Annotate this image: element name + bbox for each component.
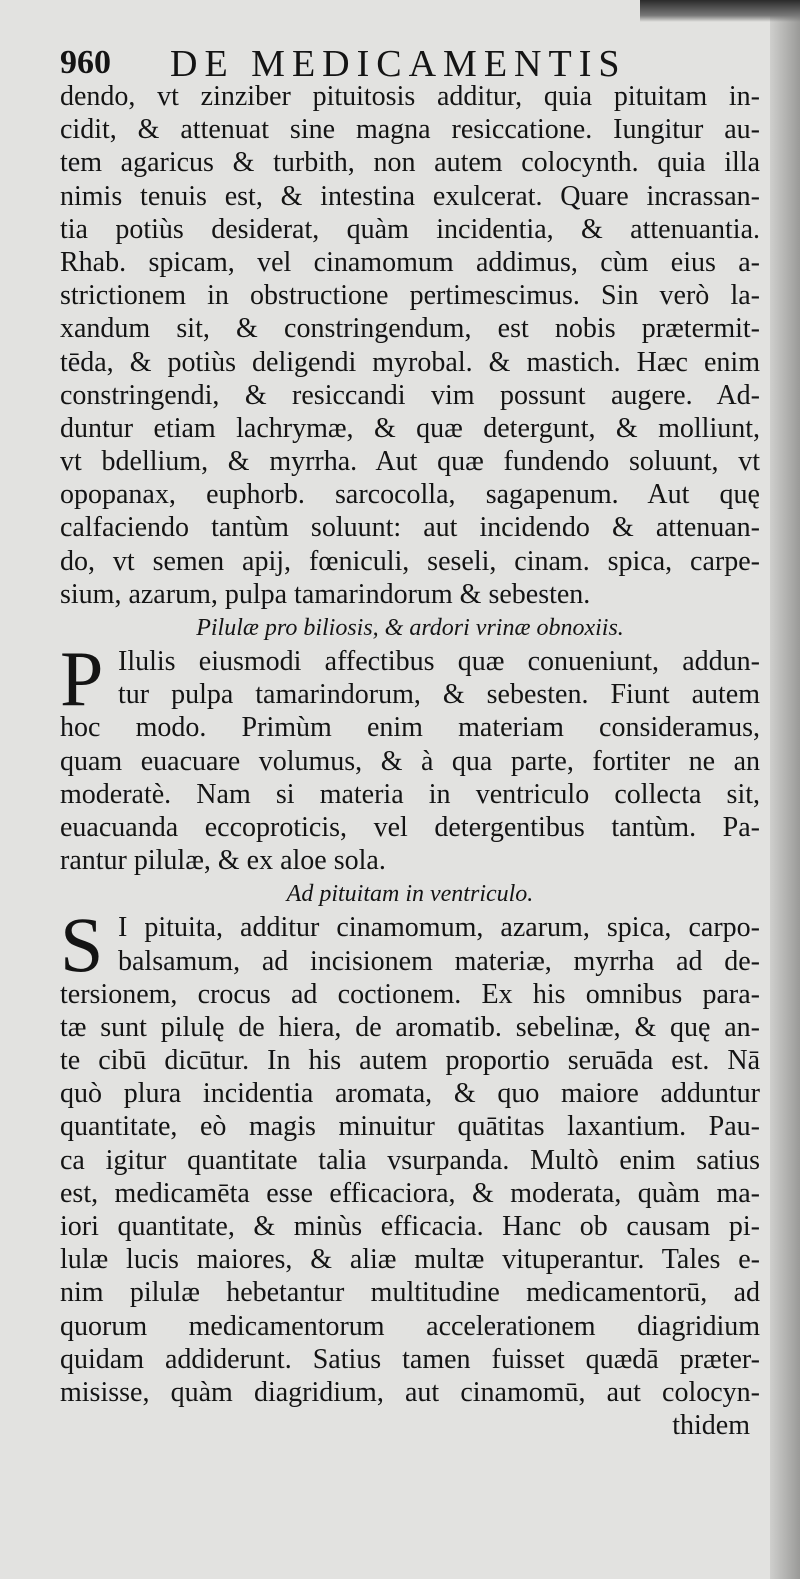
text-block — [60, 80, 760, 1442]
text-line: Rhab. spicam, vel cinamomum addimus, cùm eius a- — [60, 246, 760, 278]
text-line: balsamum, ad incisionem materiæ, myrrha ad de- — [118, 945, 760, 977]
running-head: DE MEDICAMENTIS — [170, 43, 627, 85]
page-gutter-shadow — [770, 0, 800, 1579]
drop-cap: S — [60, 901, 104, 989]
page-number: 960 — [60, 44, 111, 81]
text-line: quam euacuare volumus, & à qua parte, fortiter ne an — [60, 745, 760, 777]
text-line: rantur pilulæ, & ex aloe sola. — [60, 845, 386, 877]
text-line: euacuanda eccoproticis, vel detergentibus tantùm. Pa- — [60, 811, 760, 843]
text-line: vt bdellium, & myrrha. Aut quæ fundendo soluunt, vt — [60, 446, 760, 478]
text-line: quorum medicamentorum accelerationem diagridium — [60, 1310, 760, 1342]
text-line: iori quantitate, & minùs efficacia. Hanc ob causam pi- — [60, 1211, 760, 1242]
text-line: lulæ lucis maiores, & aliæ multæ vituperantur. Tales e- — [60, 1244, 760, 1276]
text-line: Ilulis eiusmodi affectibus quæ conueniunt, addun- — [118, 646, 760, 677]
drop-cap: P — [60, 635, 104, 722]
text-line: calfaciendo tantùm soluunt: aut incidendo & attenuan- — [60, 512, 760, 544]
text-line: constringendi, & resiccandi vim possunt augere. Ad- — [60, 379, 760, 411]
text-line: cidit, & attenuat sine magna resiccatione. Iungitur au- — [60, 114, 760, 146]
paragraph-1 — [60, 80, 760, 611]
text-line: tur pulpa tamarindorum, & sebesten. Fiunt autem — [118, 679, 760, 711]
text-line: strictionem in obstructione pertimescimus. Sin verò la- — [60, 280, 760, 312]
section-heading: Pilulæ pro biliosis, & ardori vrinæ obnoxiis. — [196, 615, 624, 641]
text-line: xandum sit, & constringendum, est nobis prætermit- — [60, 313, 760, 345]
text-line: tæ sunt pilulę de hiera, de aromatib. sebelinæ, & quę an- — [60, 1011, 760, 1043]
text-line: misisse, quàm diagridium, aut cinamomū, aut colocyn- — [60, 1376, 760, 1408]
text-line: quantitate, eò magis minuitur quātitas laxantium. Pau- — [60, 1111, 760, 1143]
text-line: opopanax, euphorb. sarcocolla, sagapenum. Aut quę — [60, 479, 760, 511]
text-line: hoc modo. Primùm enim materiam consideramus, — [60, 712, 760, 744]
text-line: quidam addiderunt. Satius tamen fuisset quædā præter- — [60, 1343, 760, 1375]
text-line: est, medicamēta esse efficaciora, & moderata, quàm ma- — [60, 1177, 760, 1209]
text-line: tem agaricus & turbith, non autem colocynth. quia illa — [60, 147, 760, 179]
paragraph-2 — [60, 635, 760, 877]
text-line: moderatè. Nam si materia in ventriculo collecta sit, — [60, 778, 760, 810]
text-line: nimis tenuis est, & intestina exulcerat. Quare incrassan- — [60, 180, 760, 212]
text-line: dendo, vt zinziber pituitosis additur, quia pituitam in- — [60, 81, 760, 112]
catchword: thidem — [672, 1410, 750, 1442]
paragraph-3 — [60, 901, 760, 1409]
text-line: te cibū dicūtur. In his autem proportio seruāda est. Nā — [60, 1045, 760, 1077]
text-line: tia potiùs desiderat, quàm incidentia, & attenuantia. — [60, 213, 760, 245]
text-line: tersionem, crocus ad coctionem. Ex his omnibus para- — [60, 978, 760, 1010]
page-top-edge — [640, 0, 800, 22]
text-line: nim pilulæ hebetantur multitudine medicamentorū, ad — [60, 1277, 760, 1309]
text-line: I pituita, additur cinamomum, azarum, spica, carpo- — [118, 912, 760, 944]
text-line: sium, azarum, pulpa tamarindorum & sebesten. — [60, 578, 591, 610]
text-line: quò plura incidentia aromata, & quo maiore adduntur — [60, 1078, 760, 1110]
text-line: duntur etiam lachrymæ, & quæ detergunt, & molliunt, — [60, 412, 760, 444]
text-line: do, vt semen apij, fœniculi, seseli, cinam. spica, carpe- — [60, 545, 760, 577]
text-line: tēda, & potiùs deligendi myrobal. & mastich. Hæc enim — [60, 346, 760, 378]
text-line: ca igitur quantitate talia vsurpanda. Multò enim satius — [60, 1144, 760, 1176]
section-heading: Ad pituitam in ventriculo. — [286, 881, 534, 908]
